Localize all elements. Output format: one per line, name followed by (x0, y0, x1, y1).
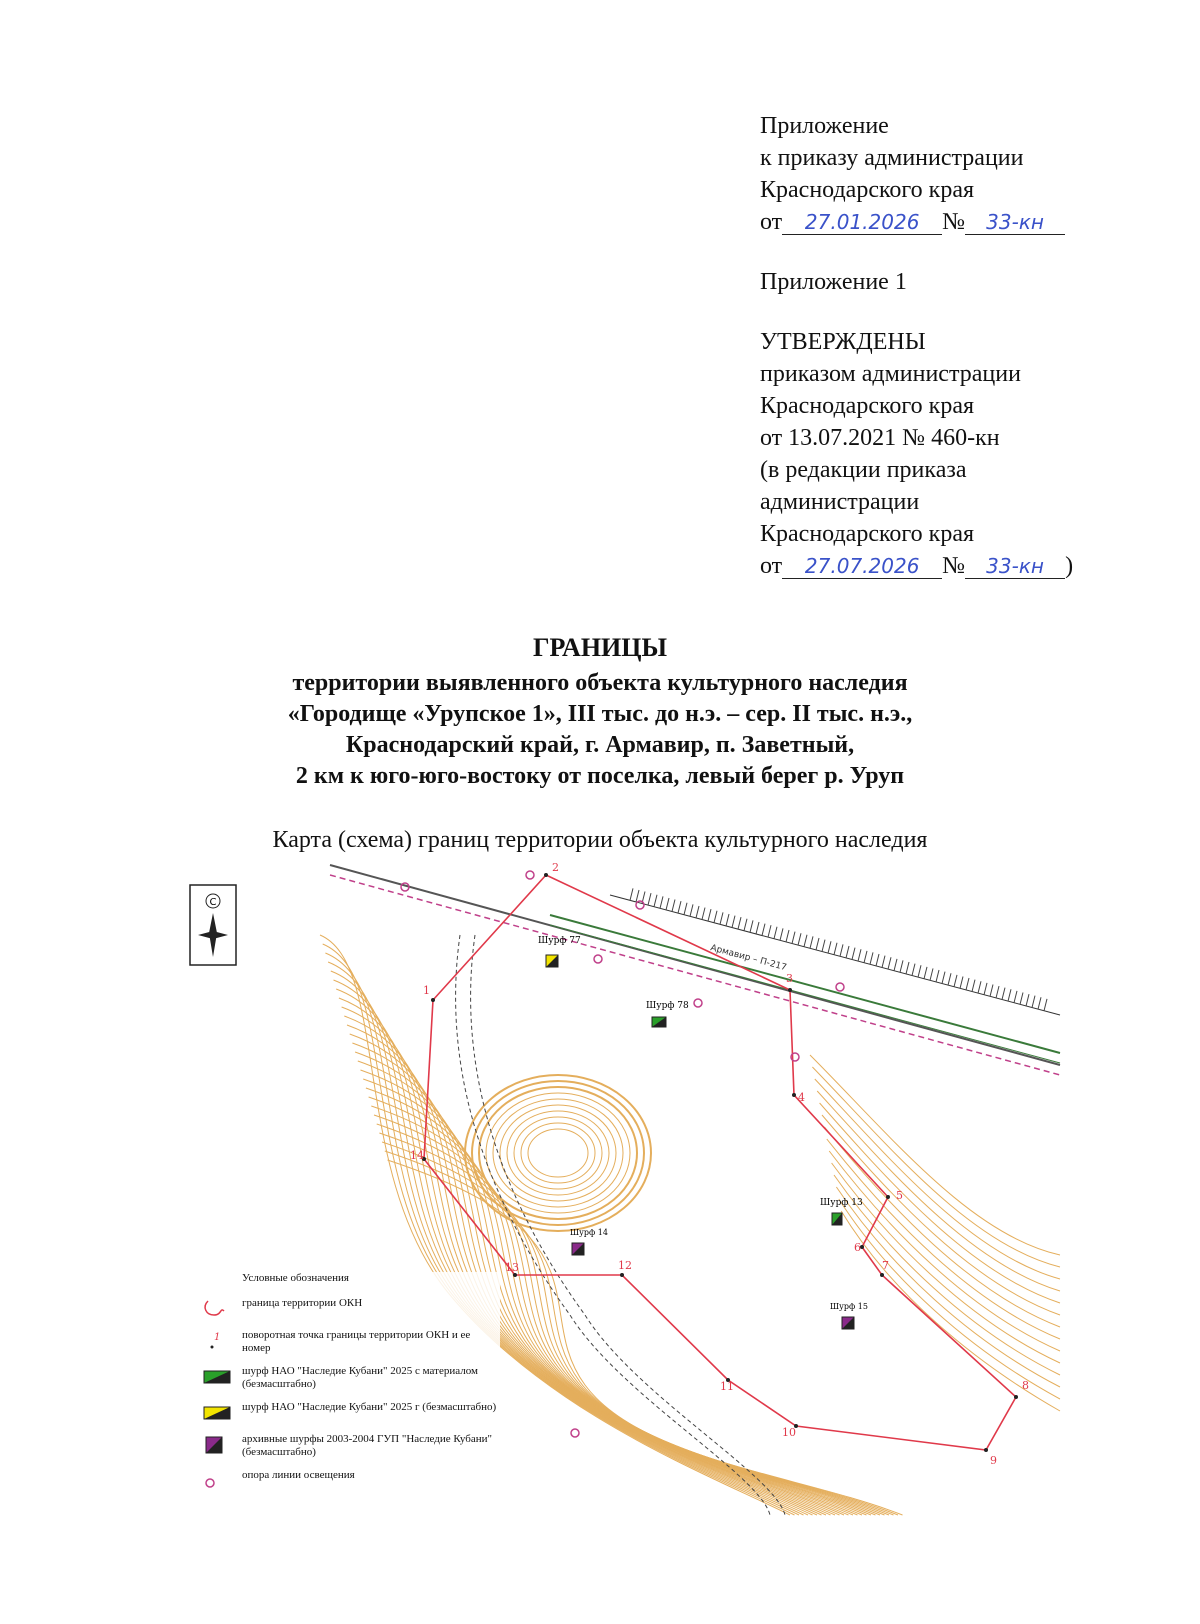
title-line-3: Краснодарский край, г. Армавир, п. Заветный, (345, 732, 855, 758)
approved-order-label: от 13.07.2021 № 460-кн (760, 425, 1000, 451)
pit-13-label: Шурф 13 (820, 1198, 863, 1208)
order-date-number (760, 206, 1180, 238)
edition-line-1: (в редакции приказа (760, 457, 967, 483)
legend-item (200, 1329, 500, 1355)
date-prefix: от (760, 209, 783, 235)
boundary-point-label: 7 (882, 1259, 889, 1272)
to-order-label: к приказу администрации (760, 145, 1024, 171)
boundary-point (984, 1448, 988, 1452)
light-pole-icon (200, 1469, 236, 1491)
edition-close: ) (1065, 553, 1074, 579)
edition-date-number (760, 550, 1180, 582)
pit-15 (830, 1302, 868, 1329)
boundary-point-label: 12 (618, 1259, 632, 1272)
pit-15-label: Шурф 15 (830, 1302, 868, 1311)
appendix-label: Приложение (760, 113, 889, 139)
title-line-4: 2 км к юго-юго-востоку от поселка, левый берег р. Уруп (295, 763, 905, 789)
edition-region: Краснодарского края (760, 521, 975, 547)
pit-14 (570, 1228, 608, 1255)
boundary-point-label: 5 (896, 1189, 903, 1202)
edition-line-2: администрации (760, 489, 920, 515)
legend-label: поворотная точка границы территории ОКН и ее номер (242, 1329, 471, 1354)
legend-title: Условные обозначения (242, 1272, 349, 1284)
title-main: ГРАНИЦЫ (532, 633, 668, 662)
legend-label: архивные шурфы 2003-2004 ГУП "Наследие Кубани" (безмасштабно) (242, 1433, 493, 1458)
edition-date-prefix: от (760, 553, 783, 579)
handwritten-edition-number: 33-кн (965, 554, 1065, 579)
boundary-point-label: 3 (786, 972, 793, 985)
boundary-point (792, 1093, 796, 1097)
pit-78 (646, 1001, 689, 1027)
legend-item (200, 1433, 500, 1459)
compass-icon (190, 885, 236, 965)
pit-77 (538, 936, 581, 967)
boundary-point-label: 4 (798, 1091, 805, 1104)
boundary-point-label: 11 (720, 1380, 734, 1393)
pit-77-label: Шурф 77 (538, 936, 581, 946)
number-prefix: № (942, 209, 966, 235)
edition-number-prefix: № (942, 553, 966, 579)
pit-14-label: Шурф 14 (570, 1228, 608, 1237)
boundary-point-label: 14 (410, 1149, 424, 1162)
legend-item (200, 1365, 500, 1391)
pit-78-label: Шурф 78 (646, 1001, 689, 1011)
boundary-point-label: 6 (854, 1241, 861, 1254)
title-line-1: территории выявленного объекта культурного наследия (292, 670, 908, 696)
legend-item (200, 1469, 500, 1491)
boundary-point (886, 1195, 890, 1199)
pit-with-material-icon (200, 1365, 236, 1387)
handwritten-date: 27.01.2026 (782, 210, 942, 235)
archive-pit-icon (200, 1433, 236, 1455)
title-line-2: «Городище «Урупское 1», III тыс. до н.э. – сер. II тыс. н.э., (287, 701, 913, 727)
document-title (0, 632, 1200, 792)
region-label: Краснодарского края (760, 177, 975, 203)
pit-2025-icon (200, 1401, 236, 1423)
map-caption: Карта (схема) границ территории объекта культурного наследия (272, 827, 928, 853)
road-label: Армавир – П-217 (709, 943, 788, 974)
approved-label: УТВЕРЖДЕНЫ (760, 329, 926, 355)
boundary-point (544, 873, 548, 877)
boundary-point-label: 2 (552, 861, 559, 874)
handwritten-edition-date: 27.07.2026 (782, 554, 942, 579)
approved-region-label: Краснодарского края (760, 393, 975, 419)
boundary-point-label: 9 (990, 1454, 997, 1467)
boundary-point-label: 10 (782, 1426, 796, 1439)
legend-item (200, 1401, 500, 1423)
legend-label: шурф НАО "Наследие Кубани" 2025 с материалом (безмасштабно) (242, 1365, 478, 1390)
boundary-symbol-icon (200, 1297, 236, 1319)
map-legend (200, 1272, 500, 1501)
approval-header (760, 110, 1180, 582)
legend-label: опора линии освещения (242, 1469, 355, 1481)
boundary-point (1014, 1395, 1018, 1399)
appendix-1-label: Приложение 1 (760, 269, 907, 295)
approved-by-label: приказом администрации (760, 361, 1021, 387)
svg-text:1: 1 (214, 1332, 221, 1343)
boundary-point-label: 13 (505, 1261, 519, 1274)
boundary-point (880, 1273, 884, 1277)
road (330, 865, 1060, 1075)
boundary-point-label: 8 (1022, 1379, 1029, 1392)
boundary-point (431, 998, 435, 1002)
handwritten-number: 33-кн (965, 210, 1065, 235)
legend-label: граница территории ОКН (242, 1297, 363, 1309)
compass-letter: С (209, 897, 217, 908)
legend-label: шурф НАО "Наследие Кубани" 2025 г (безмасштабно) (242, 1401, 497, 1413)
boundary-point (788, 988, 792, 992)
boundary-point-label: 1 (423, 984, 430, 997)
turning-point-icon (200, 1329, 236, 1351)
legend-item (200, 1297, 500, 1319)
boundary-point (620, 1273, 624, 1277)
